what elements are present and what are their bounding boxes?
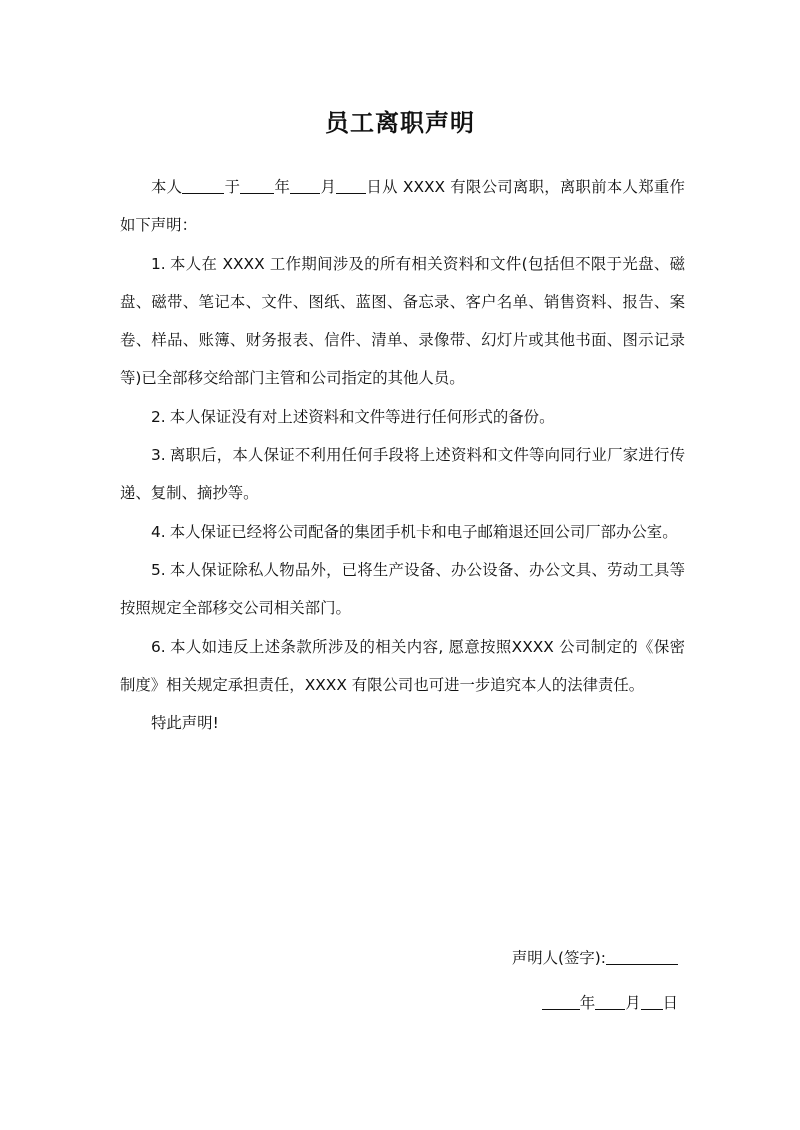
item-number: 1. xyxy=(151,254,166,273)
sign-month-blank xyxy=(595,993,625,1010)
declaration-item xyxy=(120,245,685,398)
signature-blank xyxy=(606,948,678,965)
declaration-item xyxy=(120,551,685,628)
item-number: 2. xyxy=(151,407,166,426)
intro-month: 月 xyxy=(320,178,337,196)
item-number: 4. xyxy=(151,522,166,541)
intro-paragraph xyxy=(120,168,685,245)
item-number: 3. xyxy=(151,446,166,465)
item-text: 本人如违反上述条款所涉及的相关内容, 愿意按照XXXX 公司制定的《保密制度》相关规定承担责任，XXXX 有限公司也可进一步追究本人的法律责任。 xyxy=(120,637,685,694)
document-body xyxy=(120,168,685,742)
sign-year-label: 年 xyxy=(579,994,596,1012)
signature-date xyxy=(542,984,678,1022)
declaration-item xyxy=(120,513,685,551)
item-text: 本人在 XXXX 工作期间涉及的所有相关资料和文件(包括但不限于光盘、磁盘、磁带、笔记本、文件、图纸、蓝图、备忘录、客户名单、销售资料、报告、案卷、样品、账簿、财务报表、信件、清单、录像带、幻灯片或其他书面、图示记录等)已全部移交给部门主管和公司指定的其他人员。 xyxy=(120,254,685,388)
name-blank xyxy=(182,177,224,194)
document-title: 员工离职声明 xyxy=(325,109,475,137)
closing-statement: 特此声明! xyxy=(151,714,219,733)
intro-prefix: 本人 xyxy=(151,178,183,196)
leave-month-blank xyxy=(290,177,320,194)
item-number: 6. xyxy=(151,637,166,656)
declaration-item xyxy=(120,436,685,513)
signature-line xyxy=(512,939,678,977)
sign-day-label: 日 xyxy=(662,994,678,1012)
signature-label: 声明人(签字): xyxy=(511,949,606,967)
intro-year: 年 xyxy=(274,178,291,196)
declaration-item xyxy=(120,398,685,436)
intro-suffix: 日从 XXXX 有限公司离职，离职前本人郑重作如下声明： xyxy=(120,178,685,235)
item-number: 5. xyxy=(151,560,166,579)
intro-yu: 于 xyxy=(224,178,241,196)
sign-year-blank xyxy=(542,993,580,1010)
item-text: 离职后，本人保证不利用任何手段将上述资料和文件等向同行业厂家进行传递、复制、摘抄等。 xyxy=(120,446,685,503)
item-text: 本人保证已经将公司配备的集团手机卡和电子邮箱退还回公司厂部办公室。 xyxy=(169,522,678,541)
item-text: 本人保证除私人物品外，已将生产设备、办公设备、办公文具、劳动工具等按照规定全部移交公司相关部门。 xyxy=(120,560,685,618)
item-text: 本人保证没有对上述资料和文件等进行任何形式的备份。 xyxy=(169,407,555,426)
sign-month-label: 月 xyxy=(625,994,641,1012)
declaration-item xyxy=(120,628,685,705)
leave-year-blank xyxy=(240,177,274,194)
sign-day-blank xyxy=(641,993,663,1010)
leave-day-blank xyxy=(336,177,366,194)
